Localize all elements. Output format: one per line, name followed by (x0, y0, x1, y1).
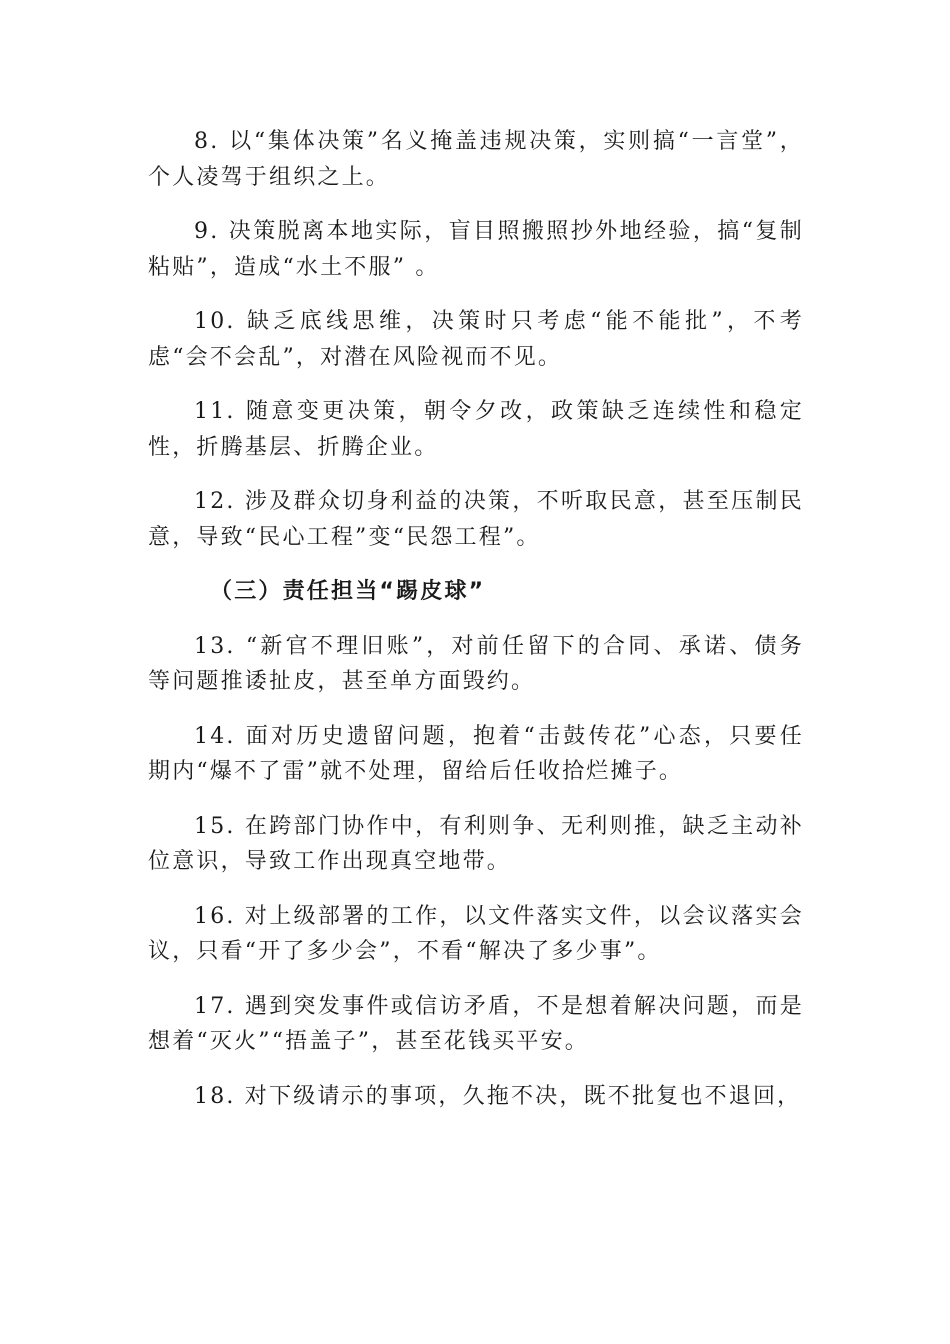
paragraph-item-8: 8. 以“集体决策”名义掩盖违规决策，实则搞“一言堂”，个人凌驾于组织之上。 (148, 129, 804, 190)
paragraph-item-17: 17. 遇到突发事件或信访矛盾，不是想着解决问题，而是想着“灭火”“捂盖子”，甚至花钱买平安。 (148, 993, 804, 1054)
paragraph-item-13: 13. “新官不理旧账”，对前任留下的合同、承诺、债务等问题推诿扯皮，甚至单方面毁约。 (148, 633, 804, 694)
document-body (148, 124, 804, 1133)
paragraph-item-15: 15. 在跨部门协作中，有利则争、无利则推，缺乏主动补位意识，导致工作出现真空地带。 (148, 813, 804, 874)
paragraph-item-14: 14. 面对历史遗留问题，抱着“击鼓传花”心态，只要任期内“爆不了雷”就不处理，留给后任收拾烂摊子。 (148, 723, 804, 784)
section-heading-3: （三）责任担当“踢皮球” (210, 579, 486, 604)
paragraph-item-10: 10. 缺乏底线思维，决策时只考虑“能不能批”，不考虑“会不会乱”，对潜在风险视而不见。 (148, 309, 804, 370)
paragraph-item-18: 18. 对下级请示的事项，久拖不决，既不批复也不退回， (194, 1083, 802, 1109)
paragraph-item-16: 16. 对上级部署的工作，以文件落实文件，以会议落实会议，只看“开了多少会”，不看“解决了多少事”。 (148, 903, 804, 964)
paragraph-item-11: 11. 随意变更决策，朝令夕改，政策缺乏连续性和稳定性，折腾基层、折腾企业。 (148, 399, 804, 460)
paragraph-item-9: 9. 决策脱离本地实际，盲目照搬照抄外地经验，搞“复制粘贴”，造成“水土不服” 。 (148, 219, 804, 280)
paragraph-item-12: 12. 涉及群众切身利益的决策，不听取民意，甚至压制民意，导致“民心工程”变“民怨工程”。 (148, 489, 804, 550)
